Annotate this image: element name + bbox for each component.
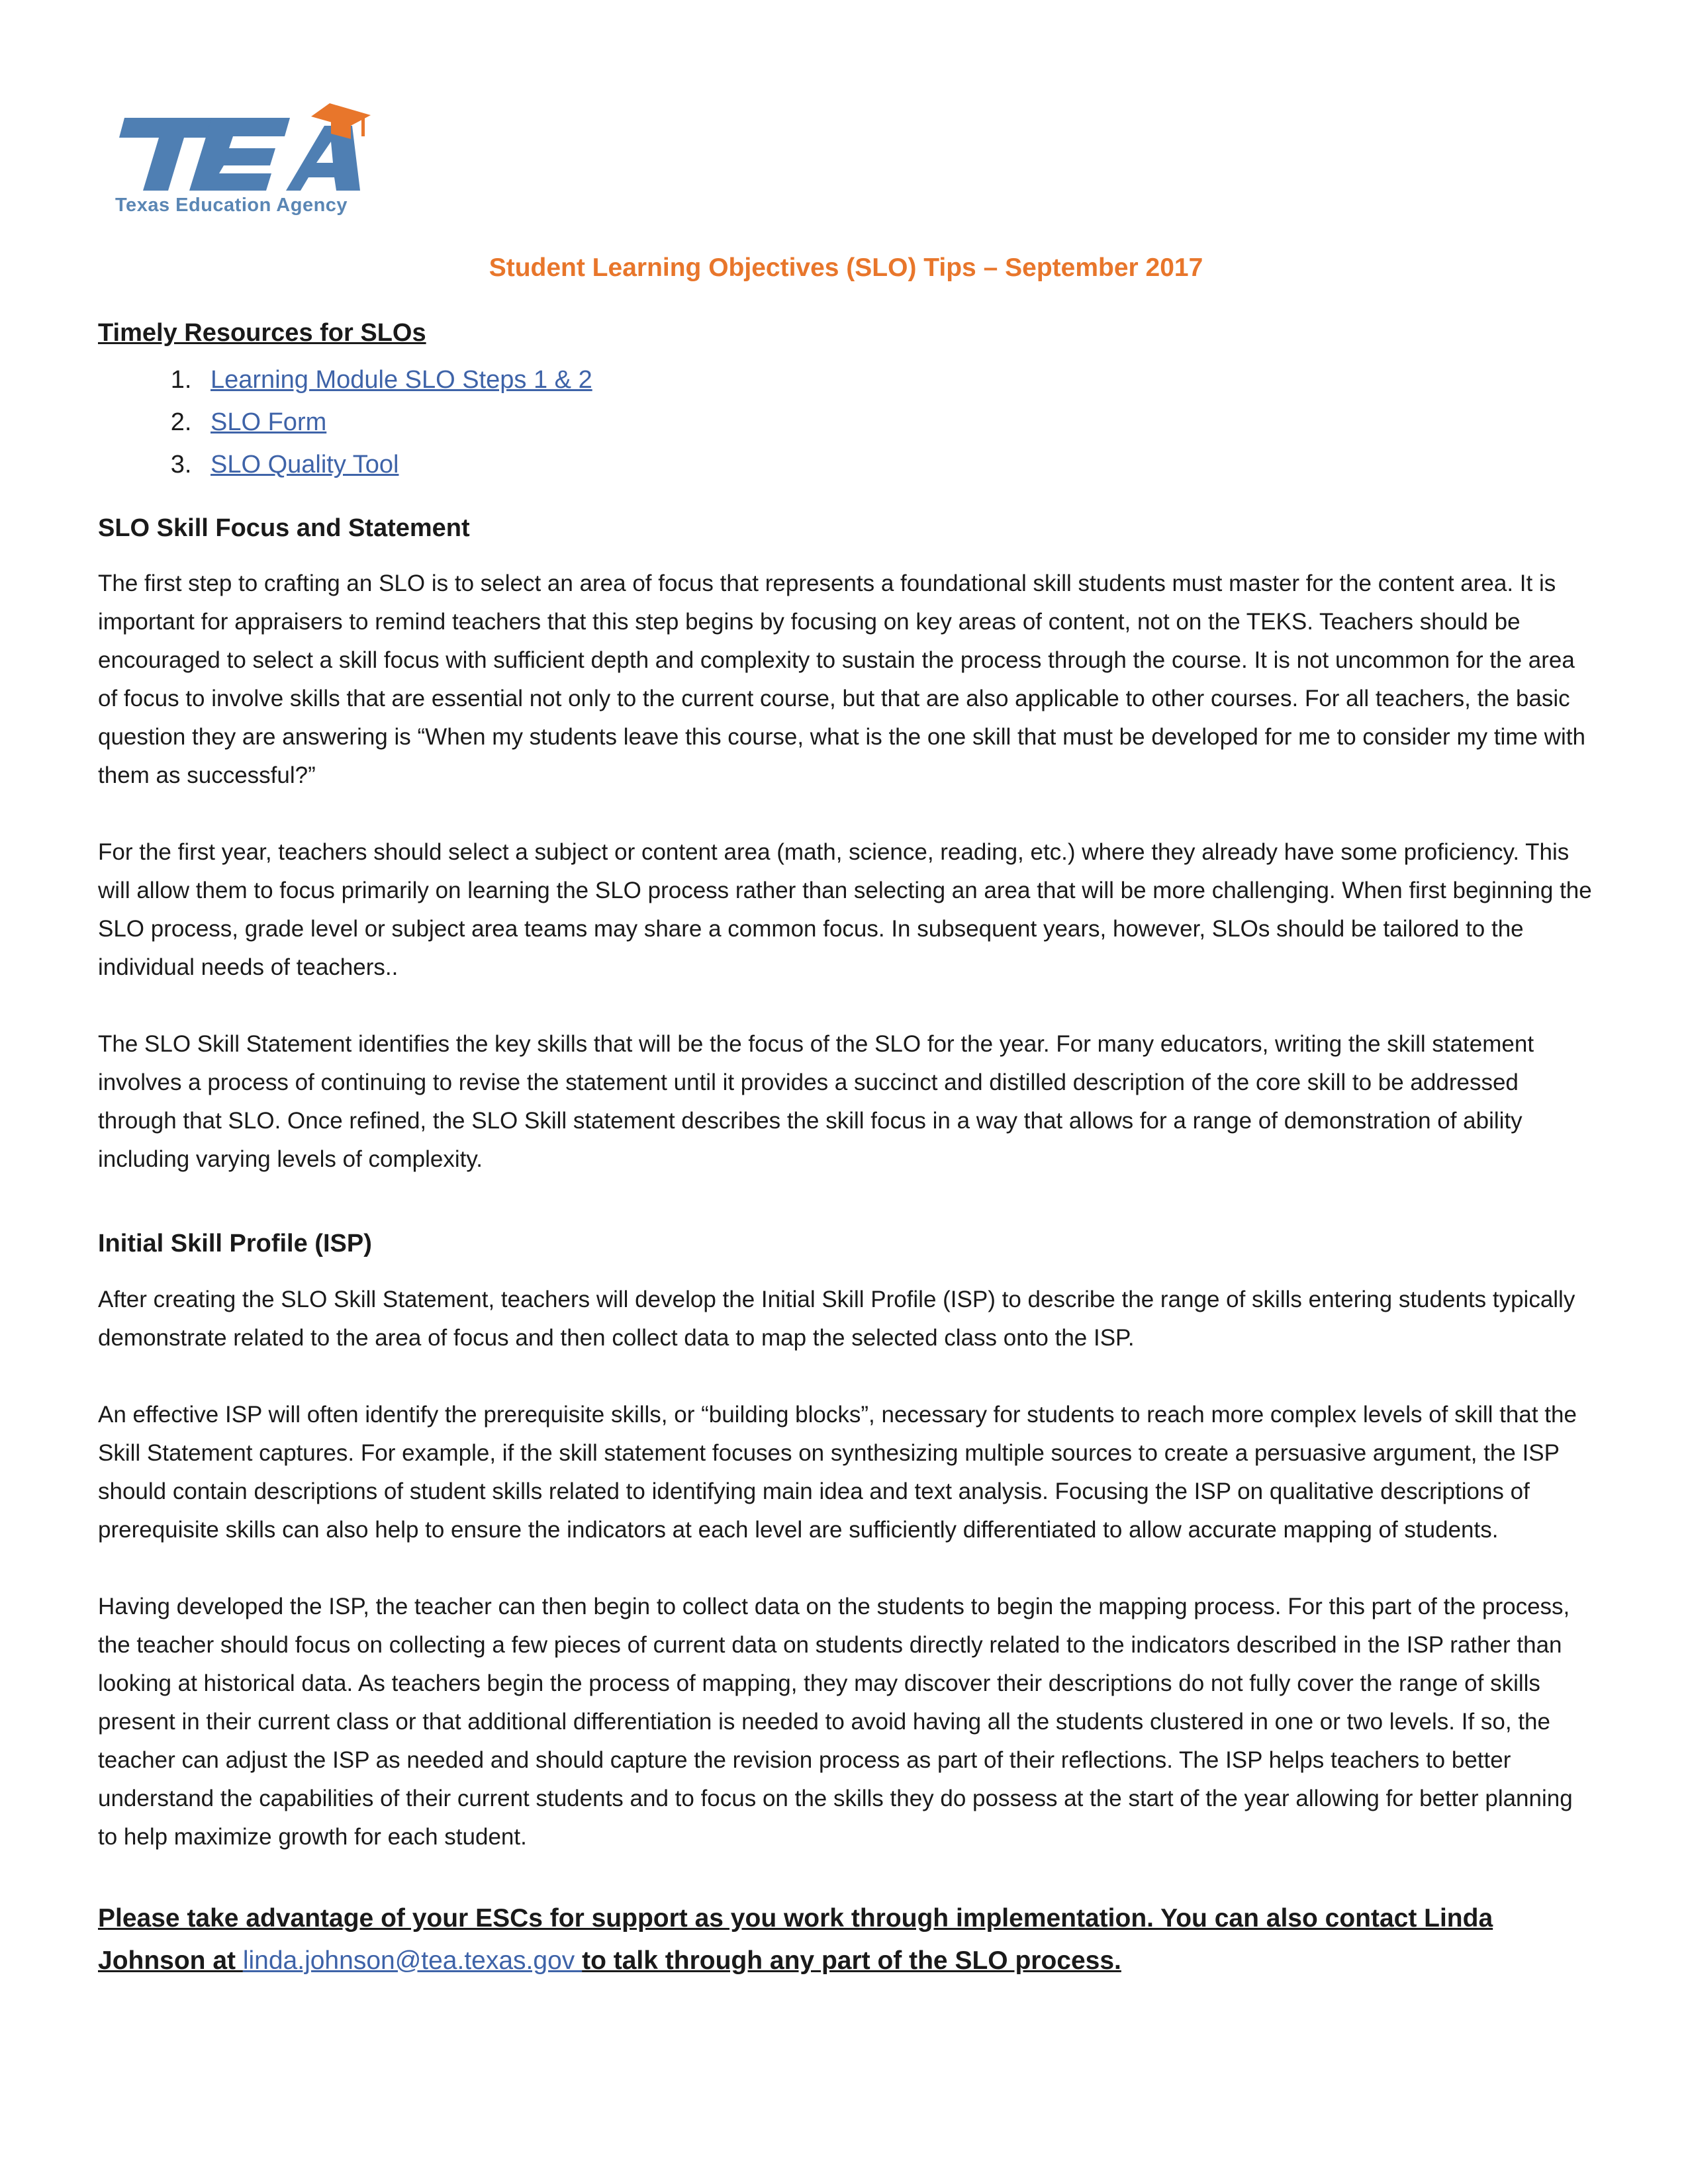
link-slo-quality-tool[interactable]: SLO Quality Tool [211, 451, 399, 479]
logo-subtitle: Texas Education Agency [115, 195, 348, 216]
paragraph: Having developed the ISP, the teacher can then begin to collect data on the students to begin the mapping process. For this part of the process, the teacher should focus on collecting a few pieces of current data on students directly related to the indicators described in the ISP rather than looking at historical data. As teachers begin the process of mapping, they may discover their descriptions do not fully cover the range of skills present in their current class or that additional differentiation is needed to avoid having all the students clustered in one or two levels. If so, the teacher can adjust the ISP as needed and should capture the revision process as part of their reflections. The ISP helps teachers to better understand the capabilities of their current students and to focus on the skills they do possess at the start of the year allowing for better planning to help maximize growth for each student. [98, 1593, 1573, 1850]
tea-wordmark-graphic [113, 99, 377, 199]
list-item [199, 359, 1594, 401]
closing-text-before: Please take advantage of your ESCs for support as you work through implementation. You can also contact Linda Johnson at [98, 1903, 1493, 1975]
resources-list [98, 359, 1594, 486]
closing-text-after: to talk through any part of the SLO process. [582, 1946, 1121, 1975]
paragraph: The SLO Skill Statement identifies the key skills that will be the focus of the SLO for the year. For many educators, writing the skill statement involves a process of continuing to revise the statement until it provides a succinct and distilled description of the core skill to be addressed through that SLO. Once refined, the SLO Skill statement describes the skill focus in a way that allows for a range of demonstration of ability including varying levels of complexity. [98, 1031, 1534, 1173]
paragraph: For the first year, teachers should select a subject or content area (math, science, reading, etc.) where they already have some proficiency. This will allow them to focus primarily on learning the SLO process rather than selecting an area that will be more challenging. When first beginning the SLO process, grade level or subject area teams may share a common focus. In subsequent years, however, SLOs should be tailored to the individual needs of teachers.. [98, 839, 1592, 981]
section-heading-isp: Initial Skill Profile (ISP) [98, 1230, 372, 1258]
link-slo-form[interactable]: SLO Form [211, 408, 327, 437]
tea-logo [113, 99, 377, 225]
document-title: Student Learning Objectives (SLO) Tips – September 2017 [489, 253, 1203, 282]
list-item [199, 443, 1594, 486]
closing-note [98, 1897, 1594, 1982]
paragraph: The first step to crafting an SLO is to select an area of focus that represents a foundational skill students must master for the content area. It is important for appraisers to remind teachers that this step begins by focusing on key areas of content, not on the TEKS. Teachers should be encouraged to select a skill focus with sufficient depth and complexity to sustain the process through the course. It is not uncommon for the area of focus to involve skills that are essential not only to the current course, but that are also applicable to other courses. For all teachers, the basic question they are answering is “When my students leave this course, what is the one skill that must be developed for me to consider my time with them as successful?” [98, 570, 1585, 789]
contact-email-link[interactable]: linda.johnson@tea.texas.gov [242, 1946, 583, 1975]
paragraph: An effective ISP will often identify the prerequisite skills, or “building blocks”, necessary for students to reach more complex levels of skill that the Skill Statement captures. For example, if the skill statement focuses on synthesizing multiple sources to create a persuasive argument, the ISP should contain descriptions of student skills related to identifying main idea and text analysis. Focusing the ISP on qualitative descriptions of prerequisite skills can also help to ensure the indicators at each level are sufficiently differentiated to allow accurate mapping of students. [98, 1401, 1577, 1543]
list-item [199, 401, 1594, 443]
document-body [98, 251, 1594, 1982]
section-heading-skill-focus: SLO Skill Focus and Statement [98, 514, 470, 543]
link-learning-module[interactable]: Learning Module SLO Steps 1 & 2 [211, 366, 592, 394]
resources-heading: Timely Resources for SLOs [98, 318, 426, 347]
paragraph: After creating the SLO Skill Statement, teachers will develop the Initial Skill Profile (ISP) to describe the range of skills entering students typically demonstrate related to the area of focus and then collect data to map the selected class onto the ISP. [98, 1286, 1575, 1351]
